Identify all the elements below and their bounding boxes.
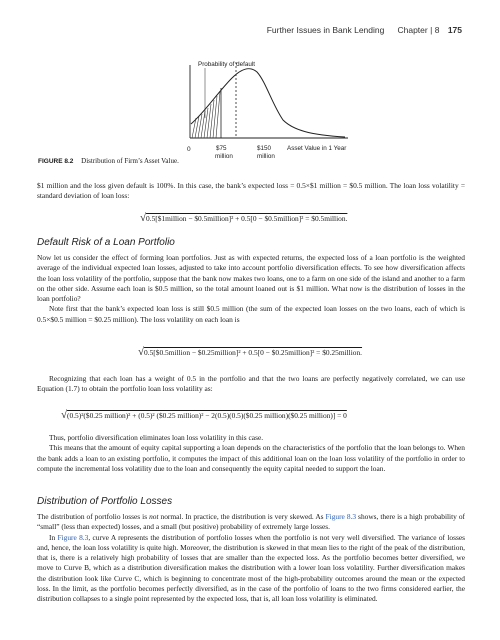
paragraph-diversification: Thus, portfolio diversification eliminates loan loss volatility in this case. <box>49 433 264 442</box>
paragraph-curves: In Figure 8.3, curve A represents the distribution of portfolio losses when the portfolio is not very well diversified. The variance of losses and, hence, the loan loss volatility is quite high. Moreover, the distribution is skewed in that mean lies to the right of the peak of the distribution, that is, there is a relatively high probability of losses that are smaller than the expected loss. As the portfolio becomes better diversified, we move to Curve B, which as a distribution diversification makes the distribution with a lower loan loss volatility. Further diversification makes the distribution look like Curve C, which is beginning to concentrate most of the high-probability outcomes around the mean or the expected loss. In the limit, as the portfolio becomes perfectly diversified, as in the case of the portfolio of loans to the two firms considered earlier, the distribution collapses to a single point represented by the expected loss, that is, all loan loss volatility is eliminated. <box>37 532 465 604</box>
chapter-number: 8 <box>434 25 440 35</box>
paragraph-text: $1 million and the loss given default is 100%. In this case, the bank’s expected loss = 0.5×$1 million = $0.5 million. The loan loss volatility = standard deviation of loan loss: <box>37 181 465 201</box>
tick-75-unit: million <box>215 153 233 160</box>
section-default-risk-body <box>37 253 465 325</box>
chapter-label: Chapter <box>397 25 428 35</box>
paragraph-portfolio-intro: Now let us consider the effect of forming loan portfolios. Just as with expected returns, the expected loss of a loan portfolio is the weighted average of the individual expected loan losses, adjusted to take into account portfolio diversification effects. To see how diversification affects the loan loss volatility of the portfolio, suppose that the bank now makes two loans, one to a farm on one side of the island and another to a farm on the other side. Assume each loan is $0.5 million, so the total amount loaned out is $1 million. What now is the distribution of losses in the loan portfolio? <box>37 253 465 304</box>
tick-75-value: $75 <box>216 145 227 152</box>
tick-150-unit: million <box>257 153 275 160</box>
section-heading-default-risk: Default Risk of a Loan Portfolio <box>37 237 175 248</box>
paragraph-loss-intro <box>37 181 465 202</box>
equation-text: 0.5[$1million − $0.5million]² + 0.5[0 − $0.5million]² = $0.5million. <box>146 214 348 223</box>
figure-caption <box>38 157 179 165</box>
section-portfolio-losses-body <box>37 512 465 605</box>
paragraph-distribution: The distribution of portfolio losses is not normal. In practice, the distribution is very skewed. As Figure 8.3 shows, there is a high probability of “small” (less than expected) losses, and a small (but positive) probability of extremely large losses. <box>37 512 465 532</box>
paragraph-text: Recognizing that each loan has a weight of 0.5 in the portfolio and that the two loans are perfectly negatively correlated, we can use Equation (1.7) to obtain the portfolio loan loss volatility as: <box>37 374 465 394</box>
figure-8-3-link[interactable]: Figure 8.3 <box>57 532 89 542</box>
y-axis-label: Probability of default <box>198 61 256 68</box>
paragraph-expected-loss: Note first that the bank’s expected loan loss is still $0.5 million (the sum of the expected loan losses on the two loans, each of which is 0.5×$0.5 million = $0.25 million). The loss volatility on each loan is <box>37 304 465 324</box>
equation-each-loan-volatility: √0.5[$0.5million − $0.25million]² + 0.5[0 − $0.25million]² = $0.25million. <box>138 346 363 358</box>
x-axis-label: Asset Value in 1 Year <box>287 145 347 152</box>
figure-caption-label: FIGURE 8.2 <box>38 158 74 165</box>
equation-loan-volatility: √0.5[$1million − $0.5million]² + 0.5[0 − $0.5million]² = $0.5million. <box>140 212 348 224</box>
tick-150-value: $150 <box>257 145 272 152</box>
tick-zero: 0 <box>187 146 191 153</box>
equation-portfolio-volatility: √(0.5)²($0.25 million)² + (0.5)² ($0.25 million)² − 2(0.5)(0.5)($0.25 million)($0.25 million)] = 0 <box>61 409 347 421</box>
figure-asset-distribution <box>0 0 500 175</box>
section-heading-portfolio-losses: Distribution of Portfolio Losses <box>37 496 173 507</box>
section-default-risk-conclusion <box>37 433 465 474</box>
emphasis-not: not <box>149 512 159 521</box>
equation-text: 0.5[$0.5million − $0.25million]² + 0.5[0 − $0.25million]² = $0.25million. <box>144 348 363 357</box>
paragraph-weights <box>37 374 465 395</box>
equation-text: (0.5)²($0.25 million)² + (0.5)² ($0.25 million)² − 2(0.5)(0.5)($0.25 million)($0.25 million)] = 0 <box>67 411 347 420</box>
paragraph-equity-capital: This means that the amount of equity capital supporting a loan depends on the characteristics of the portfolio that the loan belongs to. When the bank adds a loan to an existing portfolio, it computes the impact of this additional loan on the loan loss volatility of the portfolio in order to compute the incremental loss volatility due to the loan and consequently the equity capital needed to support the loan. <box>37 443 465 473</box>
page-number: 175 <box>447 25 462 35</box>
chapter-divider: | <box>430 25 433 35</box>
figure-caption-text: Distribution of Firm’s Asset Value. <box>81 157 179 165</box>
figure-8-3-link[interactable]: Figure 8.3 <box>325 512 357 521</box>
default-region-hatching <box>192 92 220 138</box>
running-title: Further Issues in Bank Lending <box>266 25 385 35</box>
